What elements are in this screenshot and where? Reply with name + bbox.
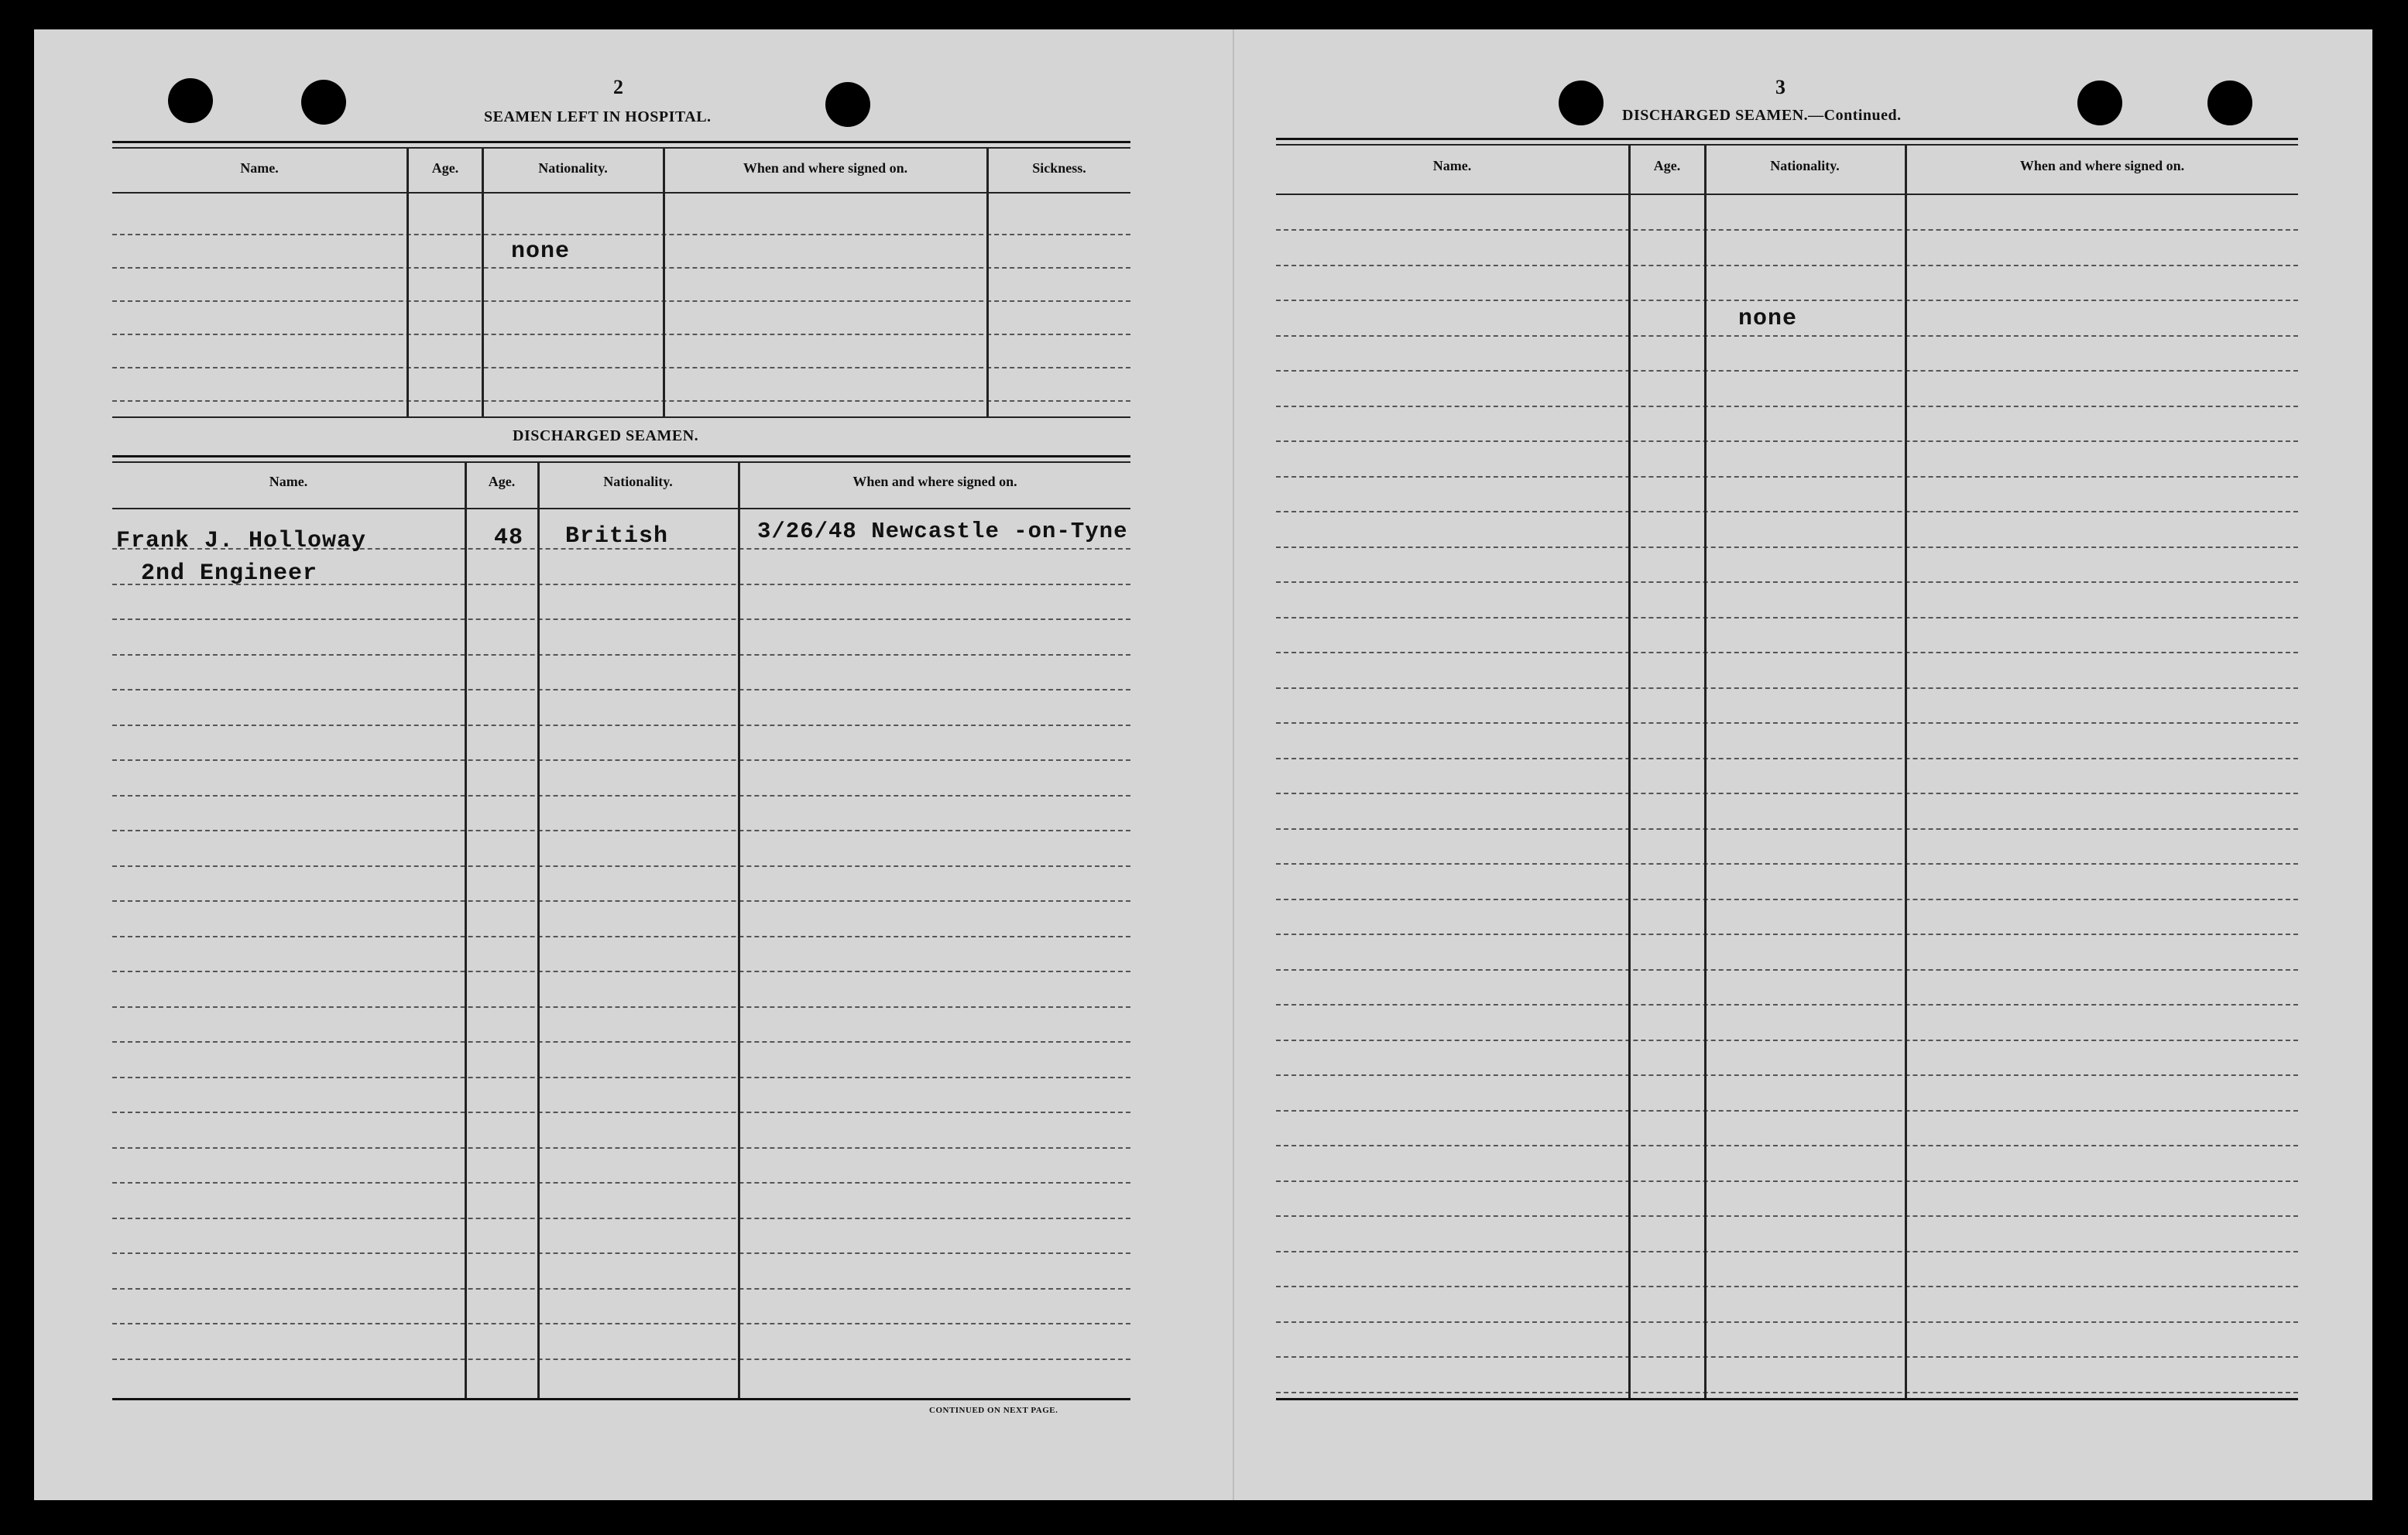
right-col-divider	[1704, 144, 1707, 1398]
ruled-line	[1276, 863, 2298, 865]
punch-hole	[168, 78, 213, 123]
ruled-line	[1276, 828, 2298, 830]
right-bottom-rule	[1276, 1398, 2298, 1400]
hospital-row-line	[112, 367, 1130, 368]
ruled-line	[1276, 793, 2298, 794]
ruled-line	[1276, 1321, 2298, 1323]
hospital-table-top-rule	[112, 141, 1130, 143]
hospital-bottom-rule	[112, 416, 1130, 418]
ruled-line	[1276, 1040, 2298, 1041]
right-header-signed-on: When and where signed on.	[2019, 158, 2185, 173]
hospital-col-divider	[406, 147, 409, 416]
ruled-line	[1276, 1251, 2298, 1252]
discharged-table-top-rule-2	[112, 461, 1130, 463]
discharged-col-divider	[537, 461, 540, 1398]
right-table-top-rule-2	[1276, 144, 2298, 146]
ruled-line	[1276, 581, 2298, 583]
seaman-signed-on: 3/26/48 Newcastle -on-Tyne	[757, 519, 1128, 544]
ruled-line	[112, 1006, 1130, 1008]
hospital-header-signed-on: When and where signed on.	[743, 160, 908, 176]
punch-hole	[301, 80, 346, 125]
seaman-nationality: British	[565, 523, 669, 550]
right-section-title: DISCHARGED SEAMEN.—Continued.	[1622, 107, 1902, 124]
ruled-line	[1276, 476, 2298, 478]
ruled-line	[112, 654, 1130, 656]
ruled-line	[1276, 229, 2298, 231]
ruled-line	[1276, 300, 2298, 301]
ruled-line	[112, 618, 1130, 620]
page-number-right: 3	[1775, 76, 1785, 98]
ruled-line	[112, 971, 1130, 972]
ruled-line	[1276, 335, 2298, 337]
hospital-header-age: Age.	[431, 160, 459, 176]
ruled-line	[112, 1218, 1130, 1219]
right-header-nationality: Nationality.	[1770, 158, 1840, 173]
hospital-row-line	[112, 334, 1130, 335]
discharged-header-rule	[112, 508, 1130, 509]
discharged-header-age: Age.	[488, 474, 516, 489]
ruled-line	[1276, 406, 2298, 407]
ruled-line	[112, 936, 1130, 937]
hospital-row-line	[112, 400, 1130, 402]
ruled-line	[1276, 1004, 2298, 1006]
right-col-divider	[1628, 144, 1631, 1398]
paper-sheet	[34, 29, 2372, 1500]
seaman-name: Frank J. Holloway	[116, 528, 367, 554]
page-number-left: 2	[613, 76, 623, 98]
ruled-line	[1276, 617, 2298, 618]
ruled-line	[1276, 1286, 2298, 1287]
ruled-line	[112, 759, 1130, 761]
punch-hole	[825, 82, 870, 127]
hospital-col-divider	[663, 147, 665, 416]
discharged-table-top-rule	[112, 455, 1130, 457]
ruled-line	[1276, 687, 2298, 689]
right-header-name: Name.	[1432, 158, 1472, 173]
seaman-rating: 2nd Engineer	[141, 560, 318, 587]
ruled-line	[1276, 969, 2298, 971]
discharged-header-signed-on: When and where signed on.	[852, 474, 1017, 489]
punch-hole	[2077, 81, 2122, 125]
hospital-row-line	[112, 300, 1130, 302]
discharged-header-name: Name.	[269, 474, 308, 489]
ruled-line	[112, 1147, 1130, 1149]
ruled-line	[1276, 547, 2298, 548]
hospital-none-entry: none	[511, 238, 571, 265]
ruled-line	[112, 1288, 1130, 1290]
right-header-rule	[1276, 194, 2298, 195]
right-col-divider	[1905, 144, 1907, 1398]
ruled-line	[1276, 265, 2298, 266]
hospital-row-line	[112, 267, 1130, 269]
ruled-line	[1276, 758, 2298, 759]
ruled-line	[1276, 1215, 2298, 1217]
ruled-line	[112, 1323, 1130, 1324]
right-none-entry: none	[1738, 306, 1798, 332]
ruled-line	[1276, 1392, 2298, 1393]
ruled-line	[1276, 934, 2298, 935]
ruled-line	[1276, 1180, 2298, 1182]
ruled-line	[112, 1112, 1130, 1113]
page-fold	[1233, 29, 1234, 1500]
ruled-line	[112, 1359, 1130, 1360]
ruled-line	[112, 830, 1130, 831]
ruled-line	[112, 689, 1130, 690]
ruled-line	[112, 1182, 1130, 1184]
ruled-line	[1276, 1356, 2298, 1358]
hospital-header-nationality: Nationality.	[538, 160, 608, 176]
hospital-table-top-rule-2	[112, 147, 1130, 149]
ruled-line	[1276, 440, 2298, 442]
hospital-header-name: Name.	[240, 160, 279, 176]
ruled-line	[112, 900, 1130, 902]
right-table-top-rule	[1276, 138, 2298, 140]
punch-hole	[1559, 81, 1604, 125]
hospital-header-rule	[112, 192, 1130, 194]
seaman-age: 48	[494, 525, 524, 551]
ruled-line	[1276, 899, 2298, 900]
ruled-line	[1276, 652, 2298, 653]
ruled-line	[1276, 722, 2298, 724]
discharged-col-divider	[738, 461, 740, 1398]
ruled-line	[112, 1252, 1130, 1254]
ruled-line	[1276, 1110, 2298, 1112]
ruled-line	[112, 1077, 1130, 1078]
discharged-col-divider	[465, 461, 467, 1398]
discharged-header-nationality: Nationality.	[603, 474, 673, 489]
ruled-line	[112, 1041, 1130, 1043]
ruled-line	[112, 725, 1130, 726]
ruled-line	[1276, 1074, 2298, 1076]
hospital-row-line	[112, 234, 1130, 235]
hospital-col-divider	[986, 147, 989, 416]
discharged-section-title: DISCHARGED SEAMEN.	[513, 427, 699, 444]
right-header-age: Age.	[1653, 158, 1681, 173]
hospital-col-divider	[482, 147, 484, 416]
continued-footer: CONTINUED ON NEXT PAGE.	[929, 1406, 1058, 1415]
ruled-line	[1276, 370, 2298, 372]
ruled-line	[112, 865, 1130, 867]
ruled-line	[1276, 511, 2298, 512]
discharged-bottom-rule	[112, 1398, 1130, 1400]
punch-hole	[2207, 81, 2252, 125]
ruled-line	[112, 795, 1130, 797]
hospital-section-title: SEAMEN LEFT IN HOSPITAL.	[484, 108, 712, 125]
hospital-header-sickness: Sickness.	[1032, 160, 1086, 176]
ruled-line	[1276, 1145, 2298, 1146]
